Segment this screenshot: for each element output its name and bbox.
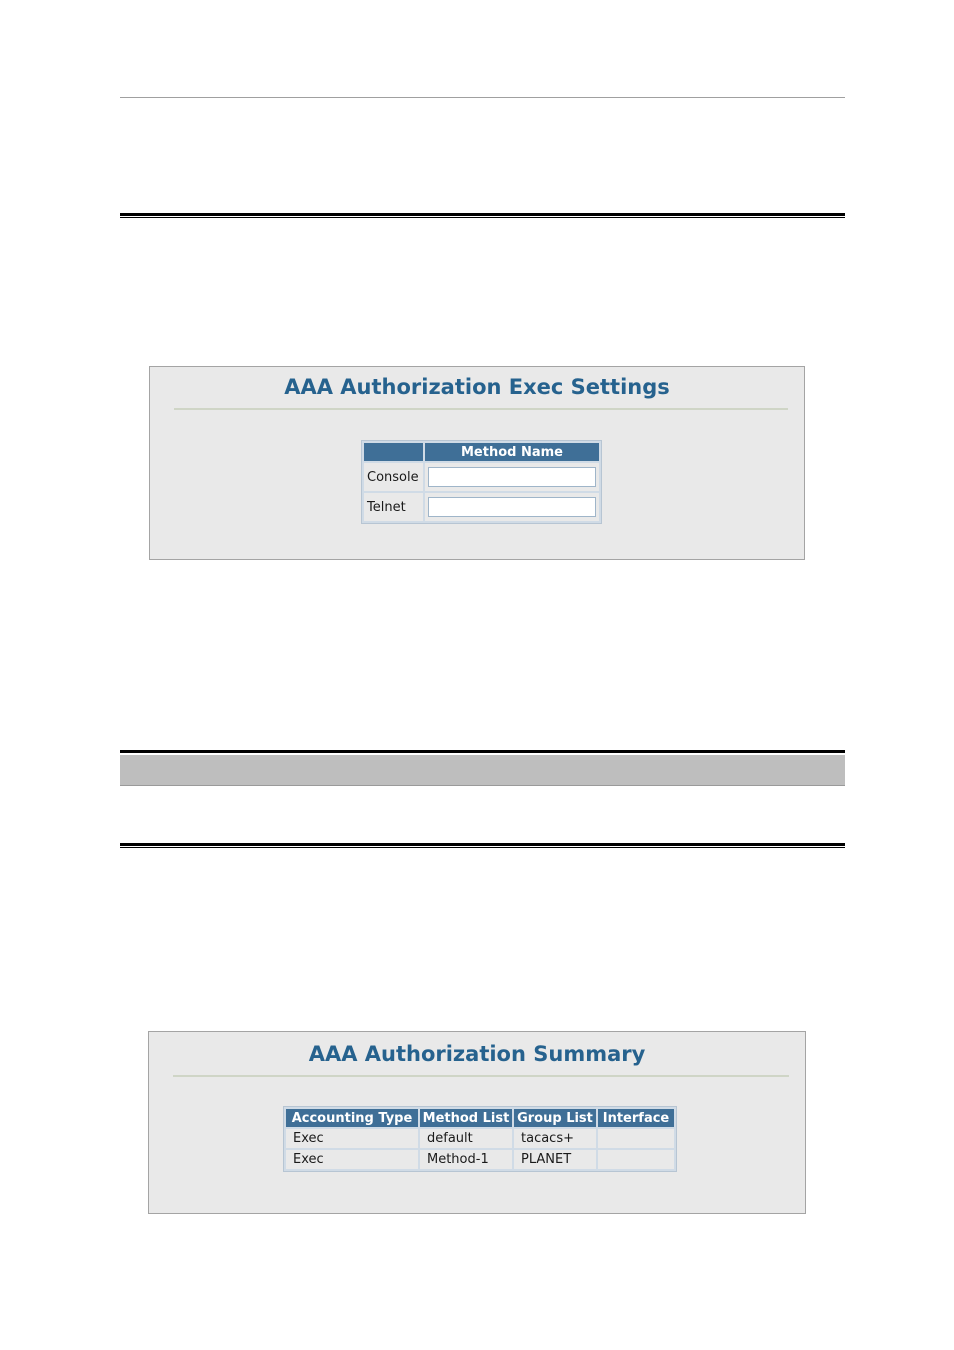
accounting-type-cell: Exec	[286, 1129, 418, 1148]
telnet-method-input[interactable]	[428, 497, 596, 517]
telnet-label: Telnet	[364, 493, 423, 521]
summary-panel	[148, 1031, 806, 1214]
exec-settings-title: AAA Authorization Exec Settings	[284, 375, 670, 399]
console-method-input[interactable]	[428, 467, 596, 487]
section-divider-3	[120, 843, 845, 848]
interface-cell	[598, 1129, 674, 1148]
exec-settings-table	[361, 440, 602, 524]
method-list-cell: default	[420, 1129, 512, 1148]
method-name-header: Method Name	[425, 443, 599, 461]
section-divider-2	[120, 750, 845, 753]
group-list-header: Group List	[514, 1109, 596, 1127]
header-rule	[120, 97, 845, 98]
table-row	[286, 1129, 674, 1148]
blank-header-cell	[364, 443, 423, 461]
exec-settings-panel	[149, 366, 805, 560]
title-rule	[173, 1075, 789, 1077]
group-list-cell: tacacs+	[514, 1129, 596, 1148]
summary-title: AAA Authorization Summary	[308, 1042, 646, 1066]
interface-header: Interface	[598, 1109, 674, 1127]
title-rule	[174, 408, 788, 410]
summary-table	[283, 1106, 677, 1172]
interface-cell	[598, 1150, 674, 1169]
table-row	[286, 1150, 674, 1169]
section-divider	[120, 213, 845, 218]
gray-band	[120, 755, 845, 786]
method-list-header: Method List	[420, 1109, 512, 1127]
accounting-type-header: Accounting Type	[286, 1109, 418, 1127]
method-list-cell: Method-1	[420, 1150, 512, 1169]
accounting-type-cell: Exec	[286, 1150, 418, 1169]
console-label: Console	[364, 463, 423, 491]
group-list-cell: PLANET	[514, 1150, 596, 1169]
